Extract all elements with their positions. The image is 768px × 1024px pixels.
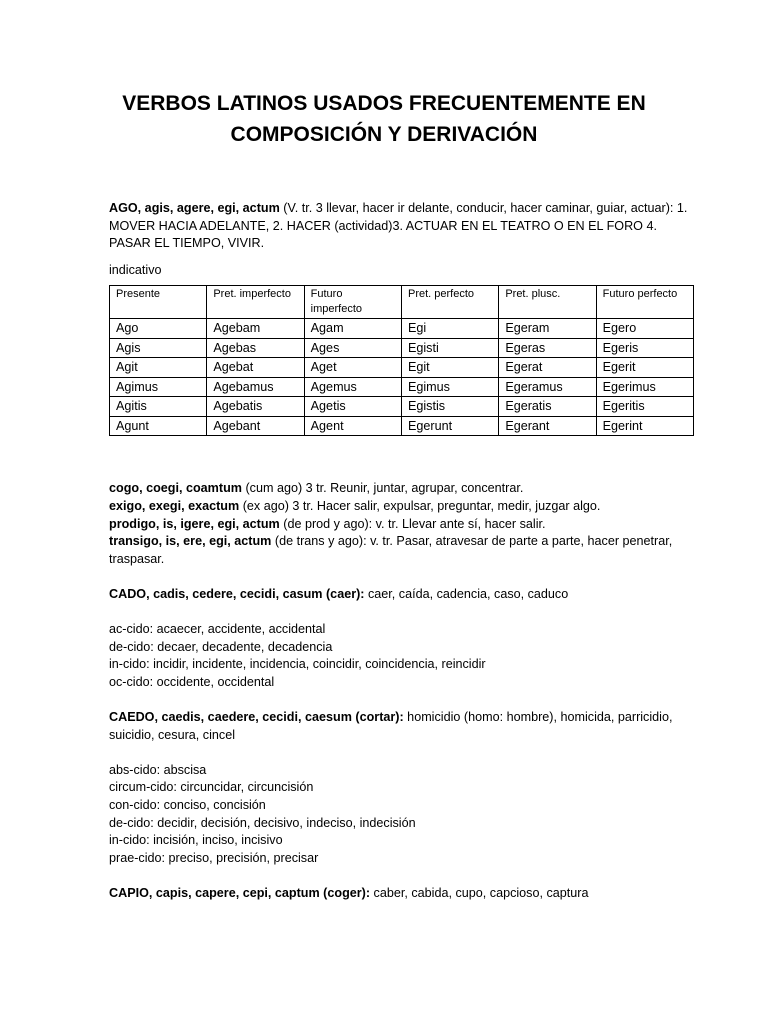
list-item: oc-cido: occidente, occidental [109, 674, 275, 689]
table-cell: Egero [596, 319, 693, 339]
table-cell: Egeram [499, 319, 596, 339]
table-cell: Agit [110, 358, 207, 378]
table-cell: Agemus [304, 377, 401, 397]
conjugation-table [109, 285, 694, 436]
caedo-entry [109, 709, 699, 744]
cado-headword: CADO, cadis, cedere, cecidi, casum (caer): [109, 586, 365, 601]
table-row [110, 377, 694, 397]
page-title [60, 88, 708, 150]
table-cell: Egerant [499, 416, 596, 436]
compound-definition: (de trans y ago): v. tr. Pasar, atravesar de parte a parte, hacer penetrar, traspasar. [109, 534, 673, 566]
list-item: de-cido: decaer, decadente, decadencia [109, 639, 333, 654]
table-cell: Agent [304, 416, 401, 436]
compound-headword: transigo, is, ere, egi, actum [109, 534, 272, 549]
table-cell: Agebam [207, 319, 304, 339]
table-row [110, 338, 694, 358]
table-cell: Egerint [596, 416, 693, 436]
table-cell: Egerit [596, 358, 693, 378]
compound-entry-cogo [109, 480, 699, 498]
table-cell: Egeras [499, 338, 596, 358]
table-cell: Agis [110, 338, 207, 358]
table-cell: Agebatis [207, 397, 304, 417]
list-item: in-cido: incisión, inciso, incisivo [109, 833, 283, 848]
table-header-row [110, 286, 694, 319]
col-header: Pret. perfecto [401, 286, 498, 319]
table-cell: Agetis [304, 397, 401, 417]
ago-entry [109, 200, 699, 253]
compound-entry-exigo [109, 498, 699, 516]
table-row [110, 358, 694, 378]
table-cell: Agitis [110, 397, 207, 417]
table-cell: Egit [401, 358, 498, 378]
table-cell: Egisti [401, 338, 498, 358]
table-cell: Agebant [207, 416, 304, 436]
compound-definition: (ex ago) 3 tr. Hacer salir, expulsar, preguntar, medir, juzgar algo. [239, 498, 601, 513]
compound-headword: prodigo, is, igere, egi, actum [109, 516, 280, 531]
table-row [110, 397, 694, 417]
table-cell: Egi [401, 319, 498, 339]
table-row [110, 416, 694, 436]
title-line-2: COMPOSICIÓN Y DERIVACIÓN [230, 123, 538, 146]
col-header: Pret. imperfecto [207, 286, 304, 319]
compound-entry-transigo [109, 533, 699, 568]
table-cell: Agimus [110, 377, 207, 397]
table-cell: Egeramus [499, 377, 596, 397]
title-line-1: VERBOS LATINOS USADOS FRECUENTEMENTE EN [122, 92, 646, 115]
list-item: abs-cido: abscisa [109, 762, 207, 777]
table-cell: Egistis [401, 397, 498, 417]
list-item: circum-cido: circuncidar, circuncisión [109, 780, 314, 795]
col-header: Futuro imperfecto [304, 286, 401, 319]
col-header: Presente [110, 286, 207, 319]
cado-definition: caer, caída, cadencia, caso, caduco [364, 586, 569, 601]
list-item: de-cido: decidir, decisión, decisivo, indeciso, indecisión [109, 815, 416, 830]
col-header: Futuro perfecto [596, 286, 693, 319]
capio-definition: caber, cabida, cupo, capcioso, captura [370, 886, 589, 901]
caedo-definition: homicidio (homo: hombre), homicida, parricidio, suicidio, cesura, cincel [109, 710, 673, 742]
table-cell: Ago [110, 319, 207, 339]
table-cell: Agam [304, 319, 401, 339]
table-cell: Ages [304, 338, 401, 358]
table-cell: Egerunt [401, 416, 498, 436]
table-row [110, 319, 694, 339]
capio-headword: CAPIO, capis, capere, cepi, captum (coger): [109, 886, 371, 901]
document-body [109, 200, 699, 903]
table-cell: Egeratis [499, 397, 596, 417]
table-cell: Egerat [499, 358, 596, 378]
list-item: prae-cido: preciso, precisión, precisar [109, 850, 319, 865]
ago-headword: AGO, agis, agere, egi, actum [109, 201, 280, 215]
compound-definition: (cum ago) 3 tr. Reunir, juntar, agrupar, concentrar. [241, 481, 524, 496]
compound-headword: exigo, exegi, exactum [109, 498, 240, 513]
list-item: ac-cido: acaecer, accidente, accidental [109, 622, 326, 637]
table-cell: Agebas [207, 338, 304, 358]
list-item: con-cido: conciso, concisión [109, 798, 266, 813]
table-cell: Agebat [207, 358, 304, 378]
table-cell: Egimus [401, 377, 498, 397]
compound-headword: cogo, coegi, coamtum [109, 481, 242, 496]
table-cell: Agunt [110, 416, 207, 436]
capio-entry [109, 885, 699, 903]
col-header: Pret. plusc. [499, 286, 596, 319]
ago-definition: (V. tr. 3 llevar, hacer ir delante, conducir, hacer caminar, guiar, actuar): 1. MOVER HACIA ADELANTE, 2. HACER (actividad)3. ACTUAR EN EL TEATRO O EN EL FORO 4. PASAR EL TIEMPO, VIVIR. [109, 201, 688, 251]
table-cell: Egeris [596, 338, 693, 358]
table-cell: Aget [304, 358, 401, 378]
compound-entry-prodigo [109, 516, 699, 534]
table-cell: Egeritis [596, 397, 693, 417]
table-cell: Agebamus [207, 377, 304, 397]
cado-entry [109, 586, 699, 604]
caedo-headword: CAEDO, caedis, caedere, cecidi, caesum (cortar): [109, 710, 404, 725]
table-cell: Egerimus [596, 377, 693, 397]
compound-definition: (de prod y ago): v. tr. Llevar ante sí, hacer salir. [279, 516, 546, 531]
indicativo-label: indicativo [109, 262, 162, 277]
list-item: in-cido: incidir, incidente, incidencia, coincidir, coincidencia, reincidir [109, 657, 486, 672]
